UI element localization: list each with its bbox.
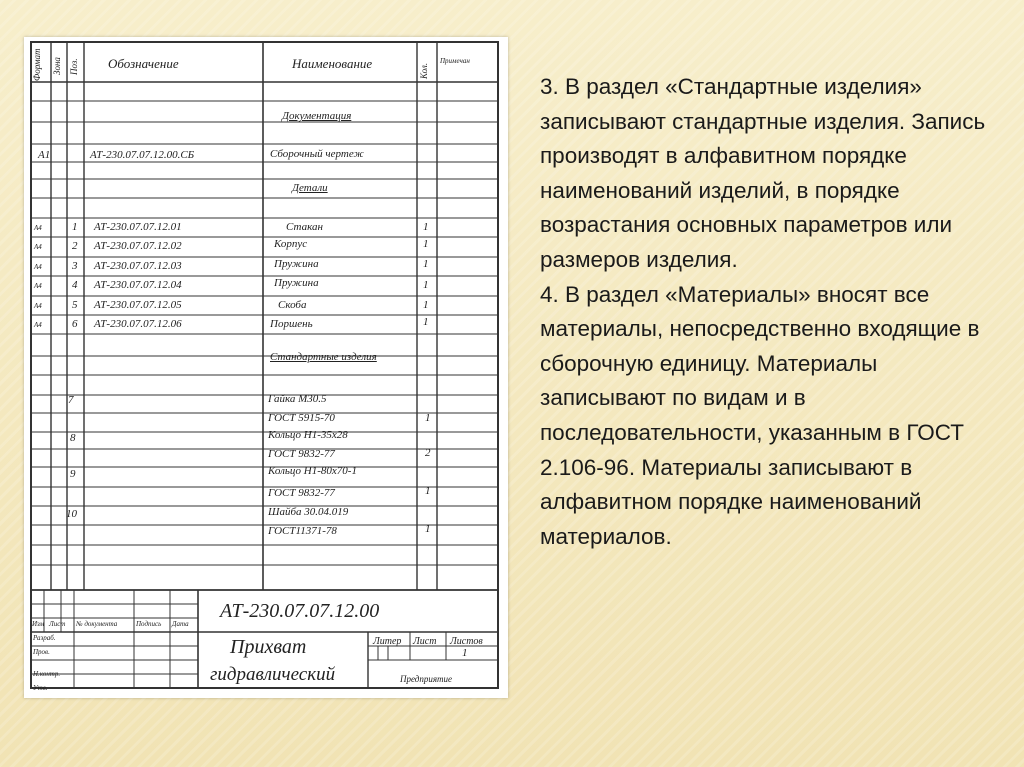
paragraph-materials: 4. В раздел «Материалы» вносят все материалы, непосредственно входящие в сборочную единицу. Материалы записывают по видам и в последовательности, указанным в ГОСТ 2.106-96. Материалы записывают в алфавитном порядке наименований материалов. — [540, 281, 980, 549]
label-razrab: Разраб. — [33, 634, 56, 642]
label-list: Лист — [49, 620, 66, 628]
standard-qty: 1 — [425, 412, 431, 424]
part-format: А4 — [34, 263, 42, 271]
section-parts: Детали — [292, 182, 328, 194]
header-format: Формат — [32, 48, 42, 81]
label-data: Дата — [172, 620, 189, 628]
part-pos: 5 — [72, 299, 78, 311]
part-pos: 4 — [72, 279, 78, 291]
specification-sheet — [24, 37, 508, 698]
part-pos: 2 — [72, 240, 78, 252]
label-liter: Литер — [373, 636, 402, 647]
header-zone: Зона — [52, 57, 62, 75]
standard-name: ГОСТ 5915-70 — [268, 412, 335, 424]
drawing-code: АТ-230.07.07.12.00 — [220, 600, 380, 622]
section-documentation: Документация — [282, 110, 352, 122]
part-name: Корпус — [274, 238, 308, 250]
description-text — [540, 70, 1000, 554]
part-name: Скоба — [278, 299, 307, 311]
standard-name: ГОСТ 9832-77 — [268, 487, 335, 499]
standard-name: Кольцо Н1-35х28 — [268, 429, 348, 441]
standard-pos: 9 — [70, 468, 76, 480]
part-designation: АТ-230.07.07.12.04 — [94, 279, 182, 291]
part-name: Поршень — [270, 318, 313, 330]
spec-table-grid — [24, 37, 508, 698]
paragraph-standard-items: 3. В раздел «Стандартные изделия» записывают стандартные изделия. Запись производят в алфавитном порядке наименований изделий, в порядке возрастания основных параметров или размеров изделия. — [540, 74, 986, 272]
doc-name: Сборочный чертеж — [270, 148, 364, 160]
part-qty: 1 — [423, 279, 429, 291]
label-utv: Утв. — [33, 684, 48, 692]
standard-pos: 7 — [68, 394, 74, 406]
standard-pos: 8 — [70, 432, 76, 444]
part-pos: 3 — [72, 260, 78, 272]
standard-name: Кольцо Н1-80х70-1 — [268, 465, 357, 477]
label-prov: Пров. — [33, 648, 50, 656]
standard-name: Гайка М30.5 — [268, 393, 327, 405]
part-designation: АТ-230.07.07.12.02 — [94, 240, 182, 252]
part-qty: 1 — [423, 299, 429, 311]
standard-name: ГОСТ11371-78 — [268, 525, 337, 537]
title-line1: Прихват — [230, 636, 307, 658]
title-line2: гидравлический — [210, 664, 336, 685]
part-name: Пружина — [274, 277, 319, 289]
part-pos: 1 — [72, 221, 78, 233]
standard-name: Шайба 30.04.019 — [268, 506, 349, 518]
part-qty: 1 — [423, 221, 429, 233]
part-designation: АТ-230.07.07.12.06 — [94, 318, 182, 330]
part-format: А4 — [34, 224, 42, 232]
section-standard-items: Стандартные изделия — [270, 351, 377, 363]
part-format: А4 — [34, 302, 42, 310]
label-izm: Изм — [32, 620, 45, 628]
part-name: Стакан — [286, 221, 323, 233]
standard-qty: 2 — [425, 447, 431, 459]
part-name: Пружина — [274, 258, 319, 270]
header-note: Примечан — [440, 57, 470, 65]
part-qty: 1 — [423, 316, 429, 328]
sheets-value: 1 — [462, 647, 468, 659]
standard-pos: 10 — [66, 508, 77, 520]
label-ndoc: № документа — [76, 620, 118, 628]
label-enterprise: Предприятие — [400, 674, 453, 684]
standard-name: ГОСТ 9832-77 — [268, 448, 335, 460]
part-pos: 6 — [72, 318, 78, 330]
part-designation: АТ-230.07.07.12.01 — [94, 221, 182, 233]
header-designation: Обозначение — [108, 56, 179, 71]
part-format: А4 — [34, 321, 42, 329]
part-qty: 1 — [423, 238, 429, 250]
header-name: Наименование — [292, 56, 373, 71]
label-nkontr: Н.контр. — [33, 670, 61, 678]
part-format: А4 — [34, 243, 42, 251]
standard-qty: 1 — [425, 523, 431, 535]
doc-format: А1 — [38, 149, 51, 161]
part-format: А4 — [34, 282, 42, 290]
label-podpis: Подпись — [136, 620, 162, 628]
header-pos: Поз. — [69, 58, 79, 75]
standard-qty: 1 — [425, 485, 431, 497]
part-qty: 1 — [423, 258, 429, 270]
label-sheets: Листов — [450, 636, 483, 647]
doc-designation: АТ-230.07.07.12.00.СБ — [90, 149, 195, 161]
header-qty: Кол. — [419, 62, 429, 79]
part-designation: АТ-230.07.07.12.05 — [94, 299, 182, 311]
part-designation: АТ-230.07.07.12.03 — [94, 260, 182, 272]
label-sheet: Лист — [413, 636, 437, 647]
